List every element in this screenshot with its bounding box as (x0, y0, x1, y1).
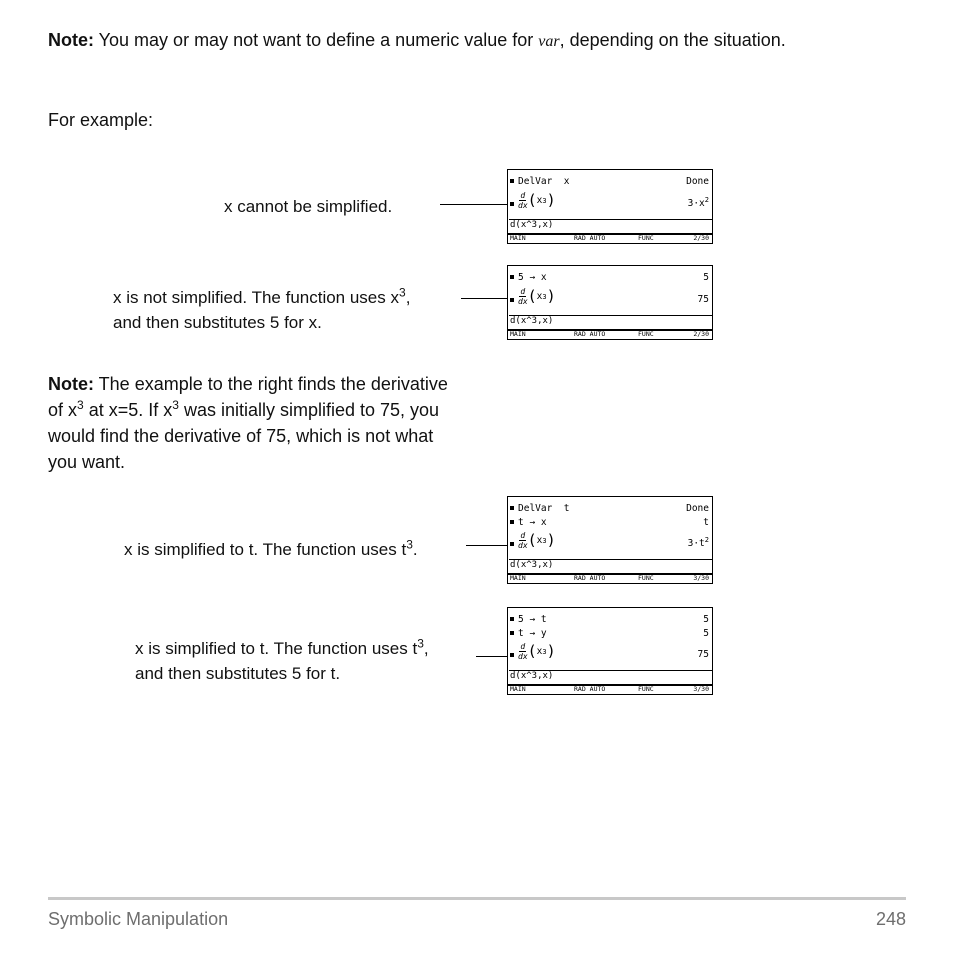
bullet-icon (510, 520, 514, 524)
leader-line-3 (466, 545, 508, 546)
history-output: t (703, 517, 709, 528)
bullet-icon (510, 202, 514, 206)
history-input: 5 → x (518, 272, 547, 283)
history-output: Done (686, 176, 709, 187)
status-bar: MAIN RAD AUTO FUNC 2/30 (508, 233, 712, 243)
history-output: Done (686, 503, 709, 514)
note-label: Note: (48, 30, 94, 50)
history-output: 75 (697, 294, 709, 305)
calculator-screen-4 (507, 607, 713, 695)
derivative-fraction: $\frac{d}{dx}$ (518, 531, 528, 550)
note-label: Note: (48, 374, 94, 394)
derivative-expression: $\frac{d}{dx}$ ( x 3 ) (518, 531, 556, 550)
history-input: 5 → t (518, 614, 547, 625)
history-input: DelVar t (518, 503, 570, 514)
caption-3: x is simplified to t. The function uses $t^3$. (124, 537, 418, 559)
bullet-icon (510, 653, 514, 657)
history-row (508, 614, 712, 627)
history-output: $3\cdot x^2$ (687, 195, 709, 209)
history-row (508, 517, 712, 530)
page-number: 248 (875, 909, 906, 929)
caption-1: x cannot be simplified. (224, 197, 393, 216)
entry-line: d(x^3,x) (509, 315, 712, 326)
derivative-expression: $\frac{d}{dx}$ ( x 3 ) (518, 642, 556, 661)
note-paragraph (48, 27, 878, 55)
history-row (508, 503, 712, 516)
history-input: t → x (518, 517, 547, 528)
var-word: var (538, 33, 560, 50)
history-output: $3\cdot t^2$ (687, 535, 709, 549)
bullet-icon (510, 506, 514, 510)
note-2-paragraph: Note: The example to the right finds the derivative of $x^3$ at x=5. If $x^3$ was initially simplified to 75, you would find the derivative of 75, which is not what you want. (48, 374, 448, 472)
bullet-icon (510, 179, 514, 183)
caption-4: x is simplified to t. The function uses $t^3$, and then substitutes 5 for t. (135, 636, 429, 683)
note-text-end: , depending on the situation. (559, 30, 786, 50)
status-bar: MAIN RAD AUTO FUNC 3/30 (508, 684, 712, 694)
history-row (508, 641, 712, 666)
derivative-fraction: $\frac{d}{dx}$ (518, 642, 528, 661)
bullet-icon (510, 275, 514, 279)
bullet-icon (510, 542, 514, 546)
derivative-expression: $\frac{d}{dx}$ ( x 3 ) (518, 191, 556, 210)
entry-line: d(x^3,x) (509, 219, 712, 230)
history-output: 5 (703, 272, 709, 283)
entry-line: d(x^3,x) (509, 559, 712, 570)
leader-line-4 (476, 656, 508, 657)
for-example-text: For example: (48, 110, 154, 130)
history-row (508, 190, 712, 215)
history-output: 5 (703, 614, 709, 625)
caption-2: x is not simplified. The function uses $x^3$, and then substitutes 5 for x. (113, 285, 411, 332)
entry-line: d(x^3,x) (509, 670, 712, 681)
history-row (508, 176, 712, 189)
history-row (508, 286, 712, 311)
footer-section-title: Symbolic Manipulation (48, 909, 229, 929)
bullet-icon (510, 617, 514, 621)
leader-line-2 (461, 298, 508, 299)
footer-divider (48, 897, 906, 900)
calculator-screen-2 (507, 265, 713, 340)
history-row (508, 272, 712, 285)
history-output: 5 (703, 628, 709, 639)
derivative-fraction: $\frac{d}{dx}$ (518, 191, 528, 210)
derivative-fraction: $\frac{d}{dx}$ (518, 287, 528, 306)
history-input: t → y (518, 628, 547, 639)
calculator-screen-3 (507, 496, 713, 584)
history-row (508, 530, 712, 555)
history-row (508, 628, 712, 641)
leader-line-1 (440, 204, 508, 205)
calculator-screen-1 (507, 169, 713, 244)
note-text: You may or may not want to define a numeric value for (94, 30, 539, 50)
bullet-icon (510, 631, 514, 635)
history-input: DelVar x (518, 176, 570, 187)
bullet-icon (510, 298, 514, 302)
history-output: 75 (697, 649, 709, 660)
status-bar: MAIN RAD AUTO FUNC 2/30 (508, 329, 712, 339)
derivative-expression: $\frac{d}{dx}$ ( x 3 ) (518, 287, 556, 306)
status-bar: MAIN RAD AUTO FUNC 3/30 (508, 573, 712, 583)
